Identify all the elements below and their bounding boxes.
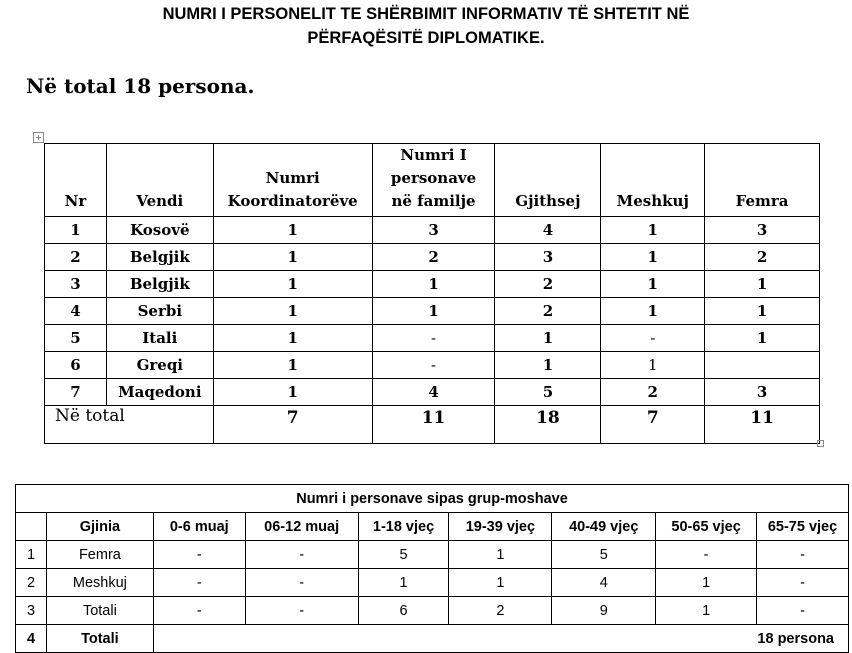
cell: Maqedoni: [106, 379, 213, 406]
cell: Totali: [46, 597, 153, 625]
cell: 6: [45, 352, 107, 379]
cell: 3: [45, 271, 107, 298]
header-cell: 0-6 muaj: [153, 513, 245, 541]
cell: 1: [449, 569, 552, 597]
cell: 2: [601, 379, 705, 406]
cell: 1: [372, 271, 495, 298]
cell: 2: [45, 244, 107, 271]
table-move-handle-icon[interactable]: +: [33, 132, 44, 143]
header-meshkuj: Meshkuj: [601, 144, 705, 217]
cell: 1: [372, 298, 495, 325]
cell: 6: [358, 597, 449, 625]
table-row: [45, 271, 820, 298]
title-line-2: PËRFAQËSITË DIPLOMATIKE.: [307, 29, 545, 47]
cell: 4: [372, 379, 495, 406]
table-header-row: [45, 144, 820, 217]
cell: Itali: [106, 325, 213, 352]
cell: Greqi: [106, 352, 213, 379]
final-label: Totali: [46, 625, 153, 653]
header-coordinators-line1: Numri: [265, 169, 320, 187]
table-row: [45, 325, 820, 352]
table-row: [45, 298, 820, 325]
cell: 2: [16, 569, 47, 597]
cell: 2: [372, 244, 495, 271]
cell: 1: [449, 541, 552, 569]
table-resize-handle-icon[interactable]: [817, 440, 824, 447]
table-row: [45, 244, 820, 271]
header-cell: 1-18 vjeç: [358, 513, 449, 541]
cell: Serbi: [106, 298, 213, 325]
cell: -: [601, 325, 705, 352]
cell: 1: [601, 352, 705, 379]
total-label: Në total: [45, 406, 214, 444]
table-row: [16, 597, 849, 625]
cell: -: [153, 541, 245, 569]
header-cell: [16, 513, 47, 541]
cell: 1: [705, 325, 820, 352]
total-coordinators: 7: [213, 406, 372, 444]
cell: 1: [601, 298, 705, 325]
cell: -: [372, 352, 495, 379]
cell: 2: [449, 597, 552, 625]
cell: -: [245, 569, 358, 597]
cell: 1: [213, 325, 372, 352]
cell: 1: [213, 217, 372, 244]
cell: 1: [705, 298, 820, 325]
cell: 1: [495, 352, 601, 379]
cell: -: [757, 569, 849, 597]
cell: 1: [601, 271, 705, 298]
cell: Belgjik: [106, 271, 213, 298]
cell: 1: [705, 271, 820, 298]
cell: -: [757, 541, 849, 569]
cell: 4: [495, 217, 601, 244]
cell: 1: [213, 352, 372, 379]
cell: 1: [656, 597, 757, 625]
cell: 1: [495, 325, 601, 352]
header-coordinators-line2: Koordinatorëve: [227, 192, 358, 210]
header-cell: 40-49 vjeç: [552, 513, 656, 541]
cell: 2: [495, 271, 601, 298]
cell: [705, 352, 820, 379]
age-table-title-row: [16, 485, 849, 513]
cell: Belgjik: [106, 244, 213, 271]
final-total-row: [16, 625, 849, 653]
cell: -: [153, 597, 245, 625]
cell: 5: [358, 541, 449, 569]
cell: 1: [16, 541, 47, 569]
table-row: [45, 217, 820, 244]
cell: 1: [601, 217, 705, 244]
cell: 9: [552, 597, 656, 625]
cell: -: [757, 597, 849, 625]
cell: 1: [213, 244, 372, 271]
cell: 1: [358, 569, 449, 597]
table-row: [45, 352, 820, 379]
age-table-title: Numri i personave sipas grup-moshave: [16, 485, 849, 513]
cell: -: [245, 541, 358, 569]
cell: 3: [372, 217, 495, 244]
final-nr: 4: [16, 625, 47, 653]
cell: 4: [552, 569, 656, 597]
document-title: [0, 2, 852, 50]
header-cell: 50-65 vjeç: [656, 513, 757, 541]
cell: 4: [45, 298, 107, 325]
cell: Kosovë: [106, 217, 213, 244]
cell: 2: [495, 298, 601, 325]
cell: Femra: [46, 541, 153, 569]
cell: 1: [213, 271, 372, 298]
cell: -: [245, 597, 358, 625]
cell: 5: [552, 541, 656, 569]
header-family-line3: në familje: [391, 192, 476, 210]
final-value: 18 persona: [153, 625, 848, 653]
title-line-1: NUMRI I PERSONELIT TE SHËRBIMIT INFORMATIV TË SHTETIT NË: [162, 5, 690, 23]
age-group-table: [15, 484, 849, 653]
cell: 3: [495, 244, 601, 271]
cell: 1: [213, 298, 372, 325]
cell: 5: [495, 379, 601, 406]
age-table-header-row: [16, 513, 849, 541]
cell: Meshkuj: [46, 569, 153, 597]
cell: 1: [45, 217, 107, 244]
header-family-line2: personave: [390, 169, 477, 187]
total-meshkuj: 7: [601, 406, 705, 444]
table-row: [16, 569, 849, 597]
header-nr: Nr: [45, 144, 107, 217]
total-femra: 11: [705, 406, 820, 444]
total-gjithsej: 18: [495, 406, 601, 444]
cell: -: [656, 541, 757, 569]
header-cell: 06-12 muaj: [245, 513, 358, 541]
header-family: [372, 144, 495, 217]
cell: -: [153, 569, 245, 597]
cell: 1: [656, 569, 757, 597]
total-row: [45, 406, 820, 444]
header-cell: Gjinia: [46, 513, 153, 541]
cell: 2: [705, 244, 820, 271]
header-cell: 19-39 vjeç: [449, 513, 552, 541]
header-family-line1: Numri I: [400, 146, 467, 164]
cell: 1: [601, 244, 705, 271]
table-row: [16, 541, 849, 569]
total-heading: Në total 18 persona.: [26, 74, 255, 98]
cell: 3: [16, 597, 47, 625]
header-cell: 65-75 vjeç: [757, 513, 849, 541]
cell: 3: [705, 379, 820, 406]
cell: -: [372, 325, 495, 352]
personnel-table: [44, 143, 820, 444]
cell: 1: [213, 379, 372, 406]
header-coordinators: [213, 144, 372, 217]
cell: 3: [705, 217, 820, 244]
header-vendi: Vendi: [106, 144, 213, 217]
cell: 5: [45, 325, 107, 352]
total-family: 11: [372, 406, 495, 444]
header-femra: Femra: [705, 144, 820, 217]
header-gjithsej: Gjithsej: [495, 144, 601, 217]
table-row: [45, 379, 820, 406]
cell: 7: [45, 379, 107, 406]
